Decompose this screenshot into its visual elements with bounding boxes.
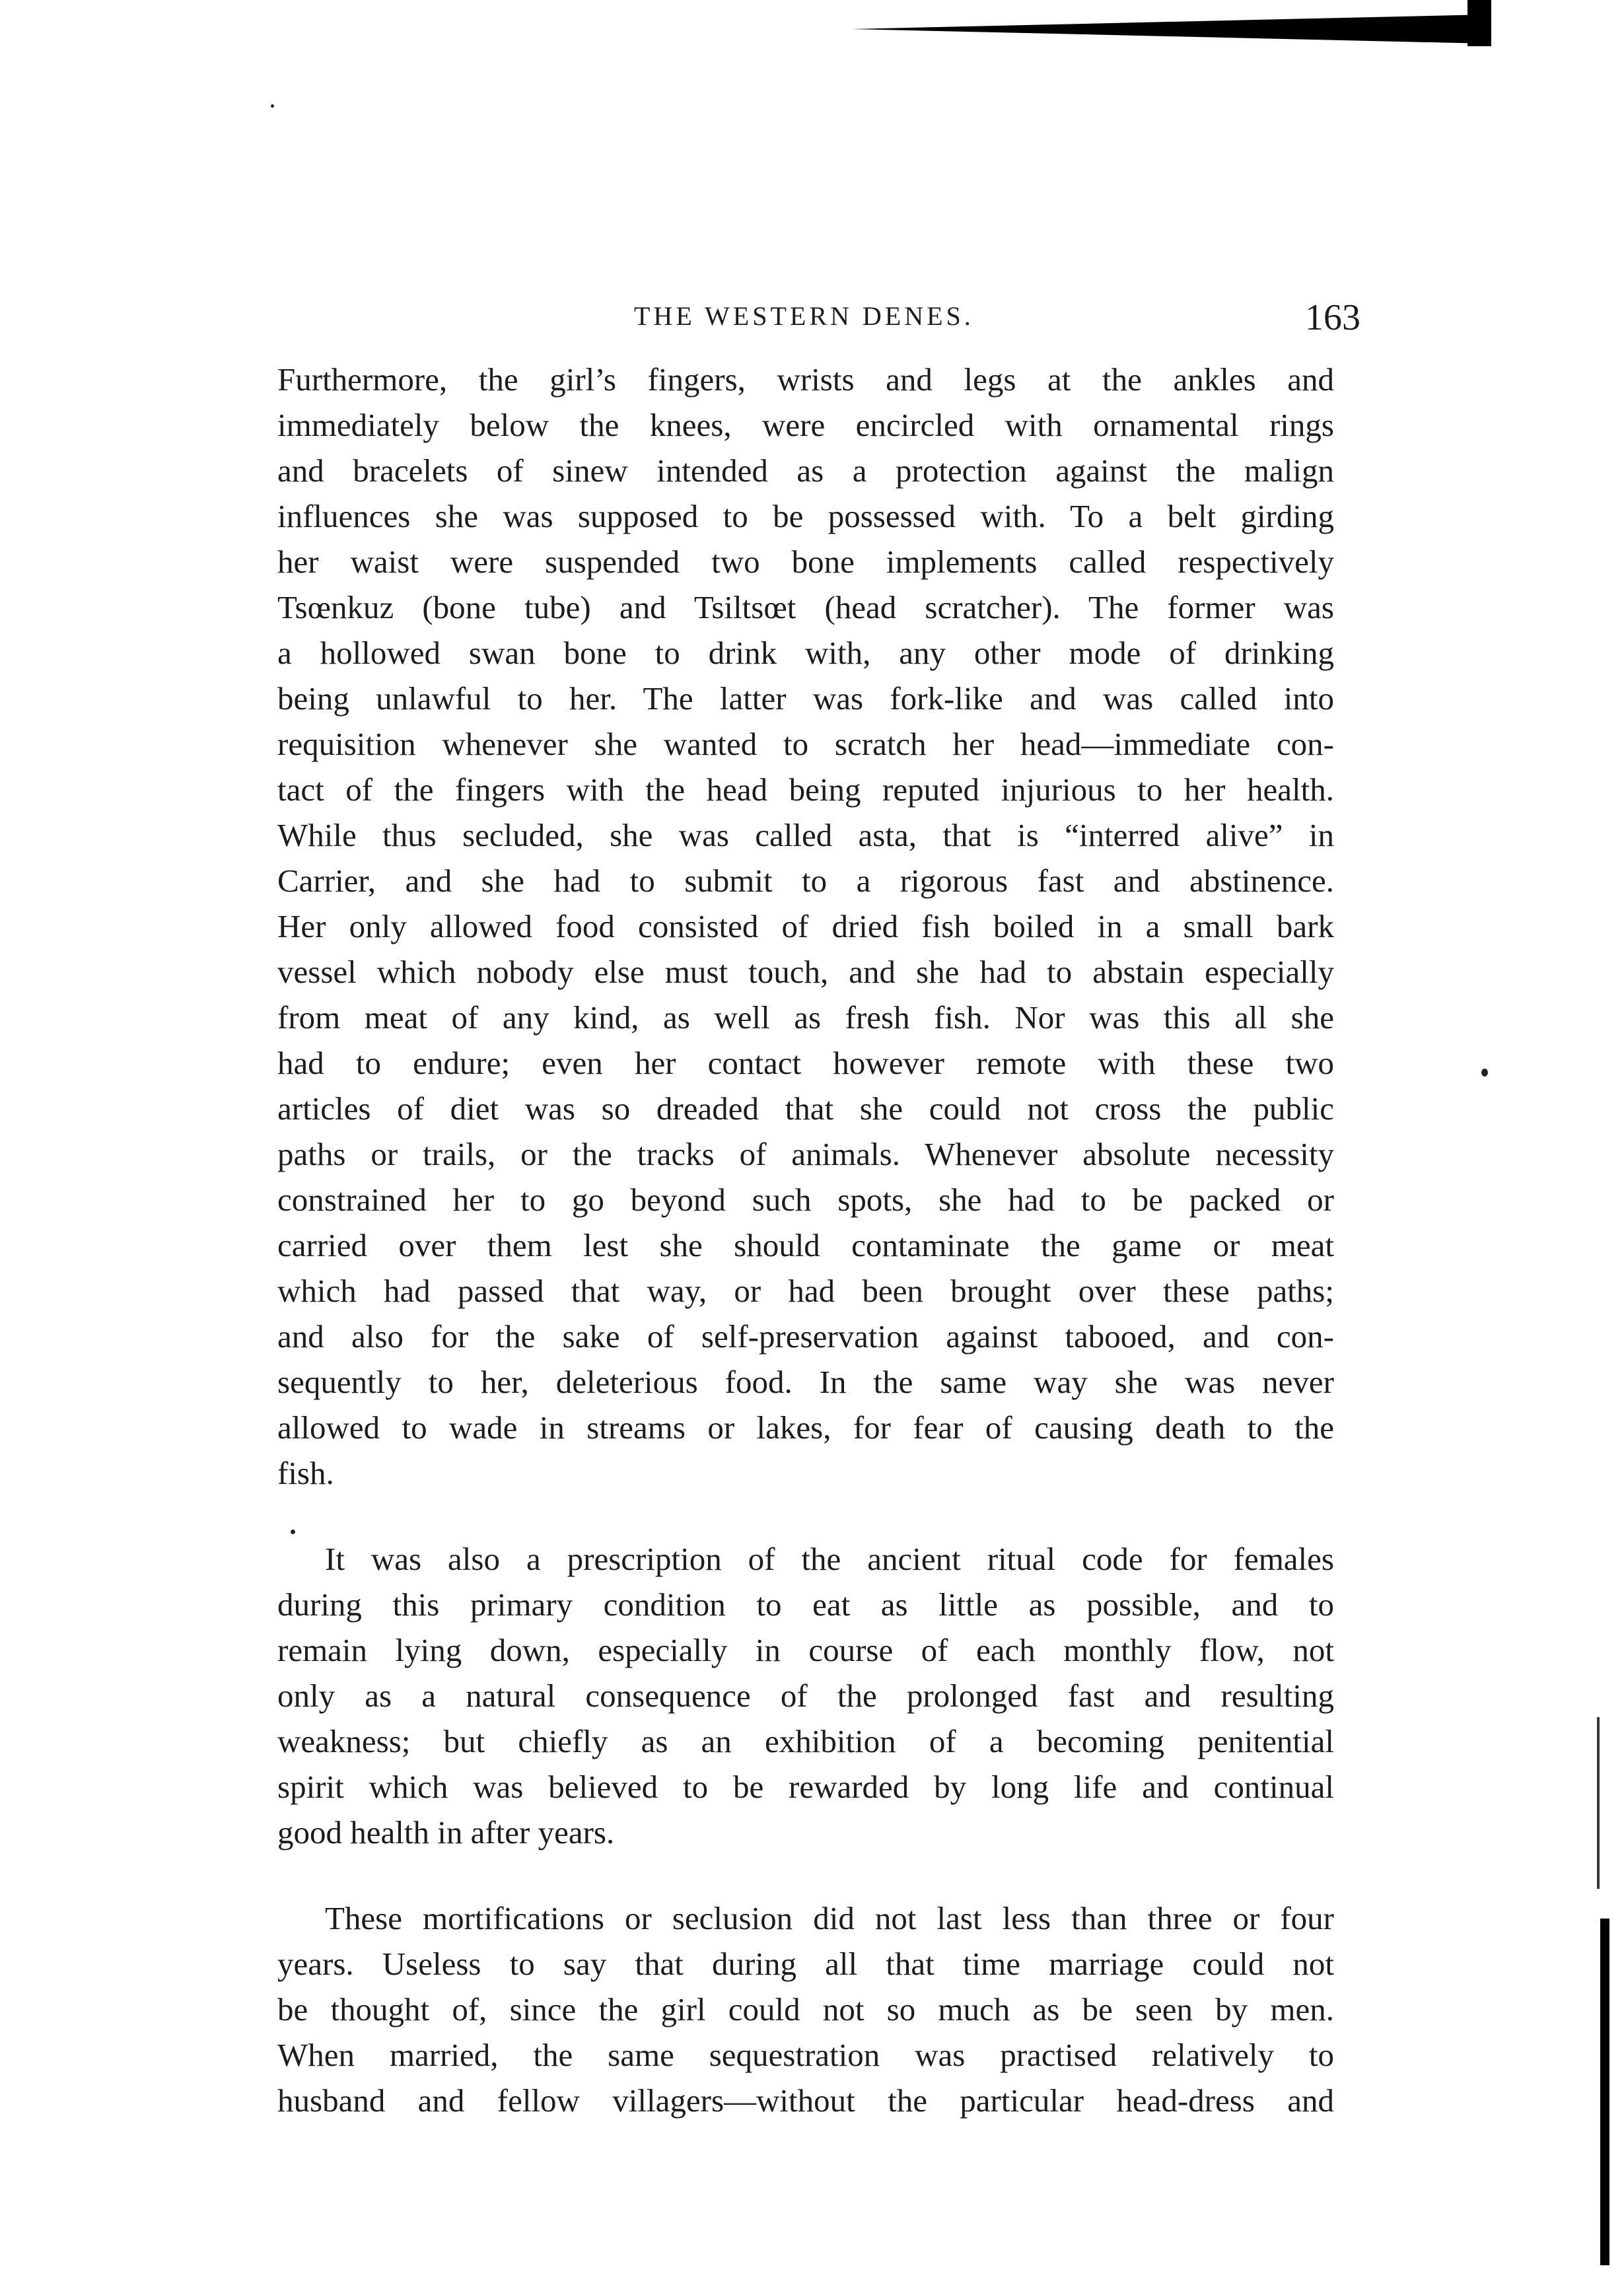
text-line: Carrier, and she had to submit to a rigorous fast and abstinence.	[277, 863, 1334, 899]
paragraph-3	[277, 1895, 1334, 2123]
scan-edge-rule-right	[1600, 1919, 1609, 2265]
text-line: While thus secluded, she was called asta, that is “interred alive” in	[277, 817, 1334, 853]
text-line: Her only allowed food consisted of dried fish boiled in a small bark	[277, 908, 1334, 944]
text-line: paths or trails, or the tracks of animals. Whenever absolute necessity	[277, 1136, 1334, 1172]
text-line: It was also a prescription of the ancient ritual code for females	[325, 1541, 1334, 1577]
scan-edge-rule-top	[852, 15, 1486, 44]
scan-speck	[271, 104, 274, 108]
text-line: be thought of, since the girl could not so much as be seen by men.	[277, 1991, 1334, 2028]
text-line: spirit which was believed to be rewarded by long life and continual	[277, 1769, 1334, 1805]
text-line: sequently to her, deleterious food. In the same way she was never	[277, 1364, 1334, 1400]
text-line: immediately below the knees, were encircled with ornamental rings	[277, 407, 1334, 443]
text-line: husband and fellow villagers—without the particular head-dress and	[277, 2082, 1334, 2119]
text-line: vessel which nobody else must touch, and she had to abstain especially	[277, 954, 1334, 990]
text-line: and also for the sake of self-preservation against tabooed, and con-	[277, 1318, 1334, 1355]
text-line: When married, the same sequestration was practised relatively to	[277, 2037, 1334, 2073]
text-line: carried over them lest she should contaminate the game or meat	[277, 1227, 1334, 1263]
body-text	[277, 357, 1334, 2123]
page-number: 163	[1305, 297, 1360, 338]
text-line: from meat of any kind, as well as fresh fish. Nor was this all she	[277, 999, 1334, 1036]
text-line: being unlawful to her. The latter was fork-like and was called into	[277, 680, 1334, 717]
text-line: during this primary condition to eat as little as possible, and to	[277, 1586, 1334, 1623]
text-line: articles of diet was so dreaded that she could not cross the public	[277, 1090, 1334, 1127]
text-line: weakness; but chiefly as an exhibition of a becoming penitential	[277, 1723, 1334, 1759]
text-line: Furthermore, the girl’s fingers, wrists and legs at the ankles and	[277, 361, 1334, 398]
text-line: only as a natural consequence of the prolonged fast and resulting	[277, 1677, 1334, 1714]
text-line: tact of the fingers with the head being reputed injurious to her health.	[277, 771, 1334, 808]
text-line: requisition whenever she wanted to scratch her head—immediate con-	[277, 726, 1334, 762]
running-head	[264, 297, 1360, 347]
scan-edge-rule-right-thin	[1597, 1717, 1600, 1889]
scan-speck	[1481, 1069, 1488, 1076]
text-line: remain lying down, especially in course of each monthly flow, not	[277, 1632, 1334, 1668]
text-line: constrained her to go beyond such spots, she had to be packed or	[277, 1182, 1334, 1218]
scan-edge-rule-top-end	[1467, 0, 1491, 46]
text-line: and bracelets of sinew intended as a protection against the malign	[277, 452, 1334, 489]
text-line: had to endure; even her contact however remote with these two	[277, 1045, 1334, 1081]
running-title: THE WESTERN DENES.	[634, 301, 974, 331]
text-line: her waist were suspended two bone implements called respectively	[277, 544, 1334, 580]
text-line: Tsœnkuz (bone tube) and Tsiltsœt (head scratcher). The former was	[277, 589, 1334, 625]
text-line: influences she was supposed to be possessed with. To a belt girding	[277, 498, 1334, 534]
text-line: a hollowed swan bone to drink with, any other mode of drinking	[277, 635, 1334, 671]
text-line: allowed to wade in streams or lakes, for fear of causing death to the	[277, 1409, 1334, 1446]
text-line: These mortifications or seclusion did not last less than three or four	[325, 1900, 1334, 1936]
text-line: years. Useless to say that during all that time marriage could not	[277, 1946, 1334, 1982]
paragraph-2	[277, 1536, 1334, 1855]
paragraph-1	[277, 357, 1334, 1496]
text-line: fish.	[277, 1455, 334, 1491]
text-line: which had passed that way, or had been brought over these paths;	[277, 1273, 1334, 1309]
text-line: good health in after years.	[277, 1814, 615, 1851]
